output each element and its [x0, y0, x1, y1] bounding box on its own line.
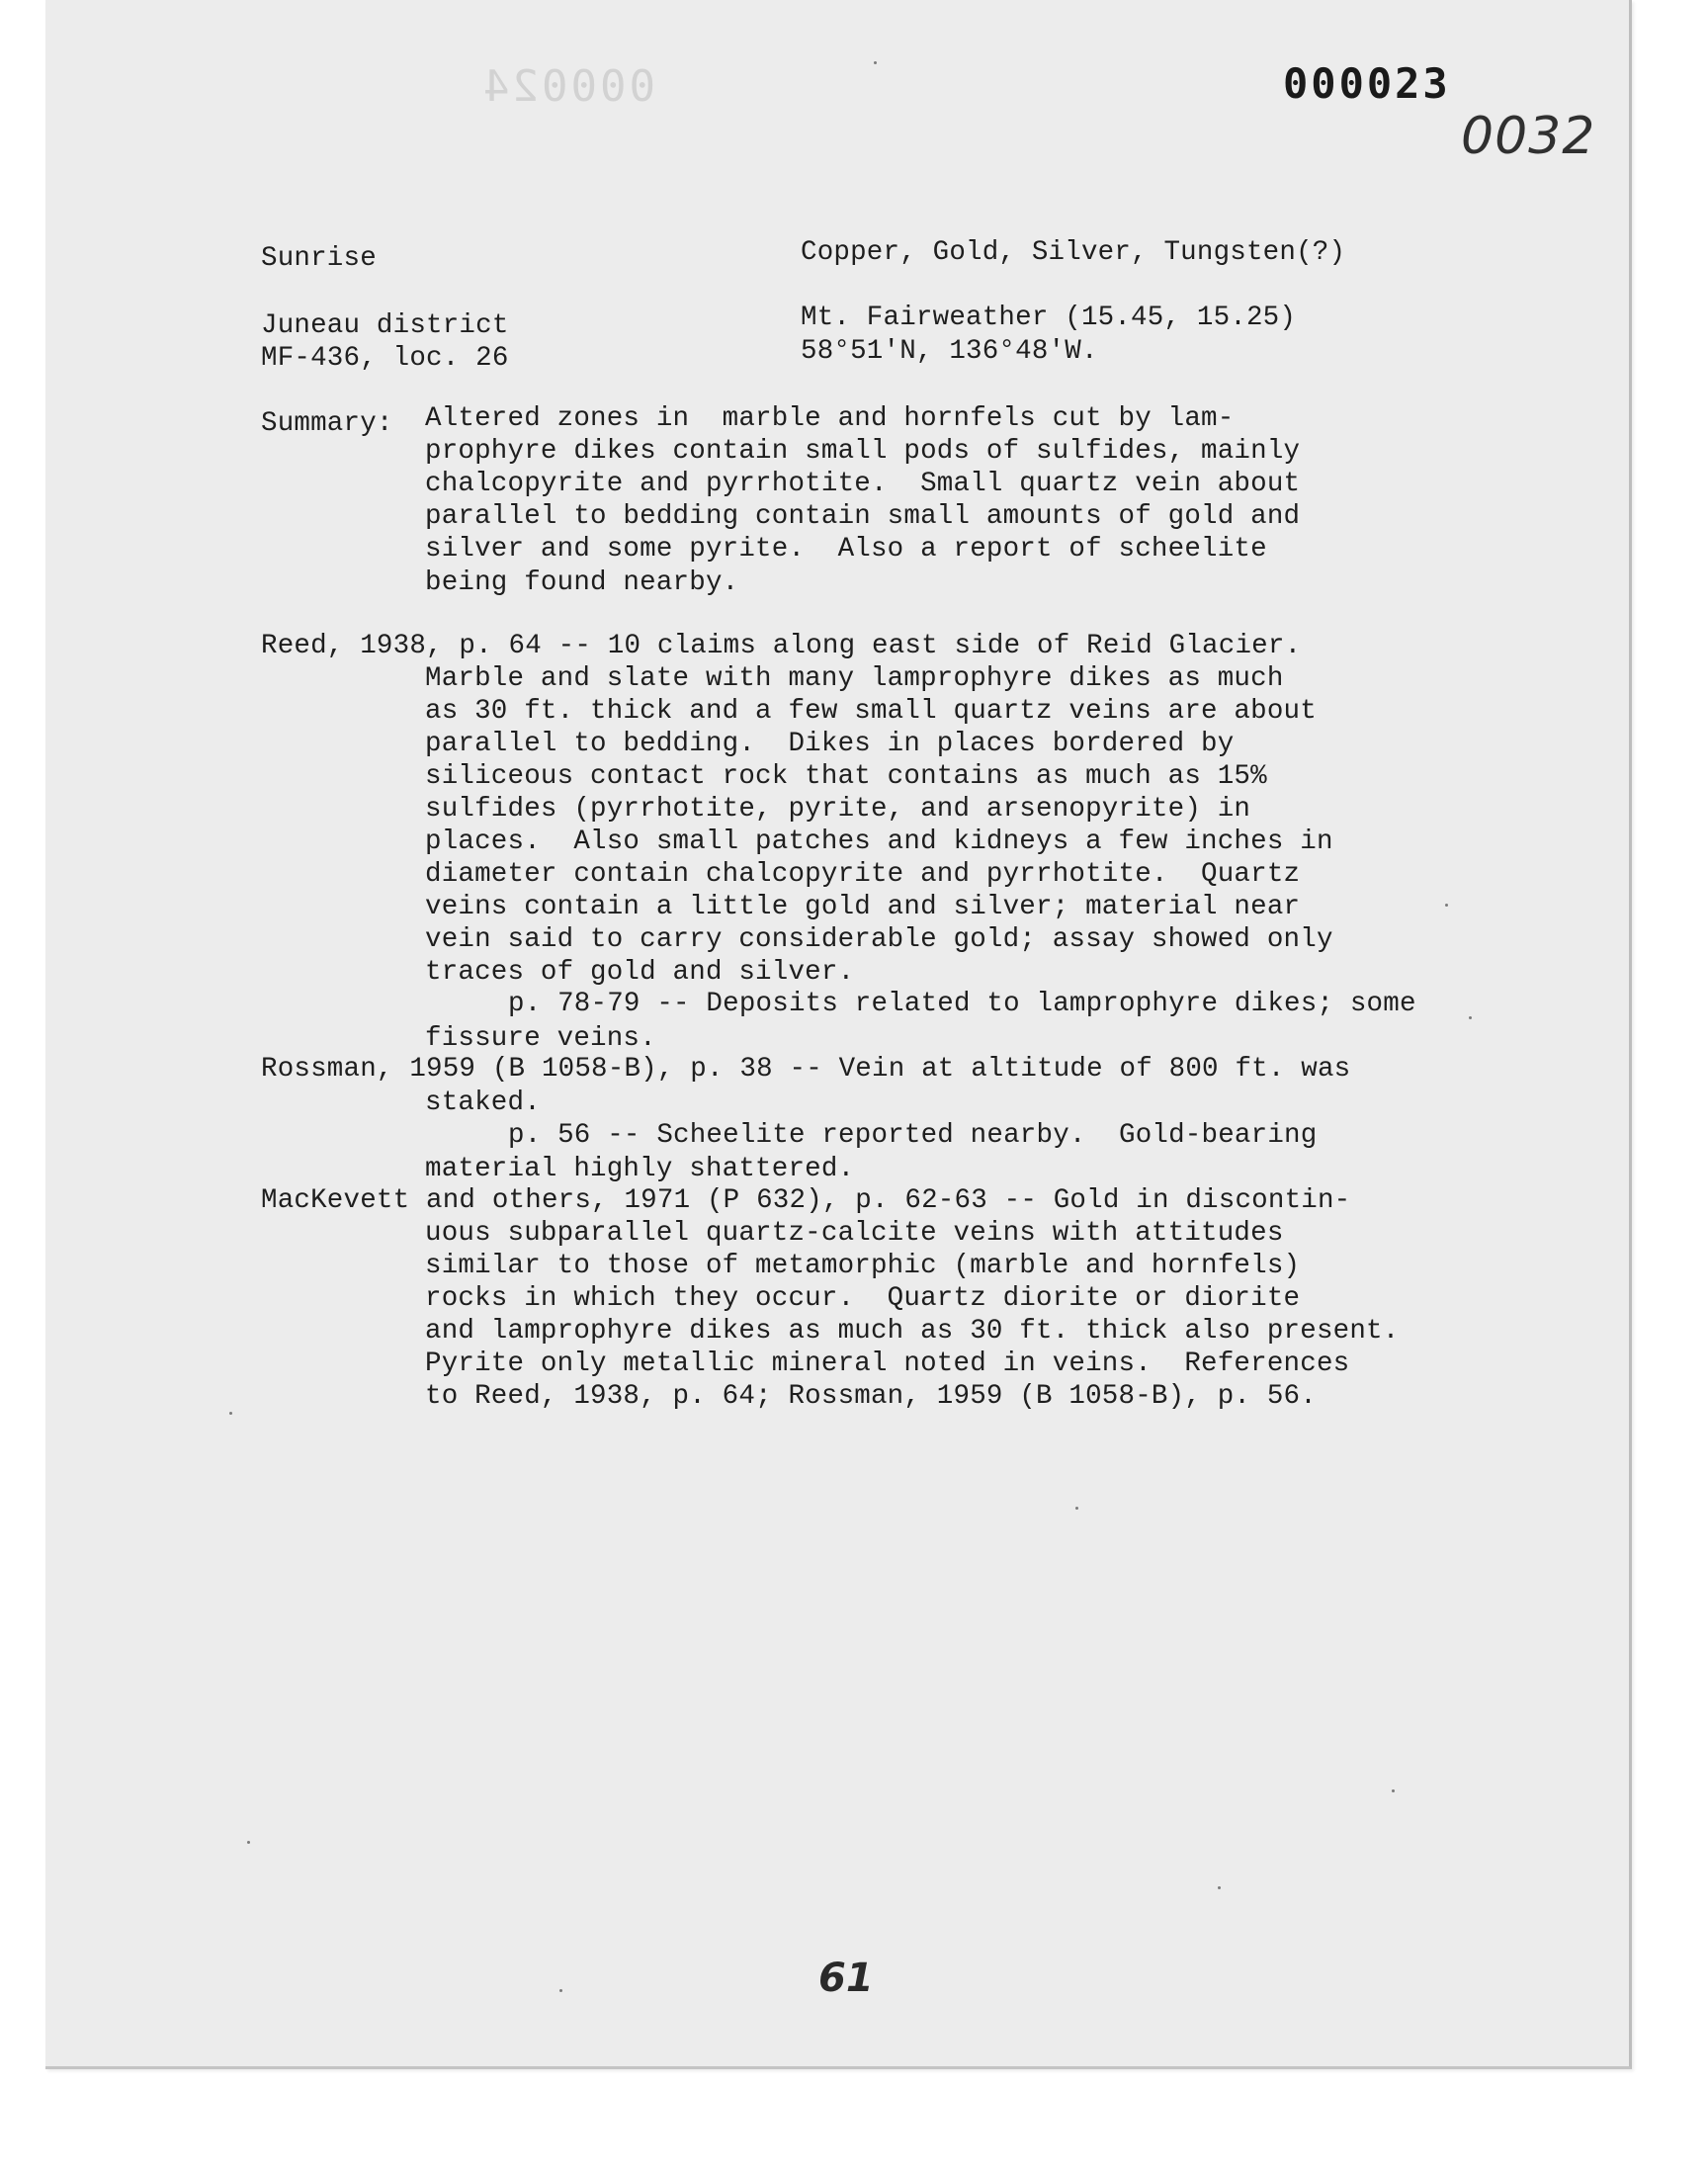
reference-line: Marble and slate with many lamprophyre dikes as much — [425, 663, 1284, 694]
reference-line: diameter contain chalcopyrite and pyrrhotite. Quartz — [425, 859, 1301, 890]
reference-line: to Reed, 1938, p. 64; Rossman, 1959 (B 1058-B), p. 56. — [425, 1381, 1317, 1412]
reference-line: Pyrite only metallic mineral noted in veins. References — [425, 1348, 1350, 1379]
coordinates: 58°51'N, 136°48'W. — [801, 336, 1098, 367]
summary-line: chalcopyrite and pyrrhotite. Small quartz vein about — [425, 469, 1301, 499]
scan-speck — [1392, 1789, 1395, 1792]
reference-sub-lead: p. 78-79 -- Deposits related to lamprophyre dikes; some — [508, 989, 1416, 1019]
handwritten-page-number: 61 — [818, 1956, 874, 2001]
summary-line: parallel to bedding contain small amounts of gold and — [425, 501, 1301, 532]
stamp-number: 000023 — [1283, 59, 1451, 108]
reference-line: traces of gold and silver. — [425, 957, 855, 988]
reference-line: uous subparallel quartz-calcite veins with attitudes — [425, 1218, 1284, 1249]
district: Juneau district — [261, 310, 509, 341]
scan-speck — [247, 1841, 250, 1844]
reference-line: vein said to carry considerable gold; assay showed only — [425, 924, 1333, 955]
reference-line: similar to those of metamorphic (marble and hornfels) — [425, 1251, 1301, 1281]
document-page — [45, 0, 1632, 2069]
reference-lead: Reed, 1938, p. 64 -- 10 claims along east side of Reid Glacier. — [261, 631, 1302, 661]
reference-line: and lamprophyre dikes as much as 30 ft. thick also present. — [425, 1316, 1400, 1347]
reference-line: fissure veins. — [425, 1023, 656, 1054]
reference-line: siliceous contact rock that contains as much as 15% — [425, 761, 1267, 792]
scan-speck — [1218, 1886, 1221, 1889]
reference-line: staked. — [425, 1088, 541, 1118]
reference-line: as 30 ft. thick and a few small quartz veins are about — [425, 696, 1317, 727]
scan-speck — [229, 1412, 232, 1415]
reference-line: veins contain a little gold and silver; material near — [425, 892, 1301, 922]
scan-speck — [1075, 1507, 1078, 1510]
scan-speck — [1445, 904, 1448, 907]
reference-lead: Rossman, 1959 (B 1058-B), p. 38 -- Vein at altitude of 800 ft. was — [261, 1054, 1351, 1085]
scan-speck — [559, 1989, 562, 1992]
handwritten-number: 0032 — [1461, 107, 1596, 166]
reference-lead: MacKevett and others, 1971 (P 632), p. 62-63 -- Gold in discontin- — [261, 1185, 1351, 1216]
reference-line: material highly shattered. — [425, 1154, 855, 1184]
reference-line: rocks in which they occur. Quartz diorite or diorite — [425, 1283, 1301, 1314]
commodities: Copper, Gold, Silver, Tungsten(?) — [801, 237, 1346, 268]
deposit-name: Sunrise — [261, 243, 377, 274]
summary-line: being found nearby. — [425, 567, 739, 598]
reference-line: sulfides (pyrrhotite, pyrite, and arsenopyrite) in — [425, 794, 1251, 825]
quadrangle: Mt. Fairweather (15.45, 15.25) — [801, 303, 1297, 333]
reference-line: parallel to bedding. Dikes in places bordered by — [425, 729, 1235, 759]
reference-sub-lead: p. 56 -- Scheelite reported nearby. Gold-bearing — [508, 1120, 1318, 1151]
scan-speck — [1469, 1016, 1472, 1019]
bleed-through-number: 000024 — [480, 61, 655, 112]
reference-line: places. Also small patches and kidneys a few inches in — [425, 826, 1333, 857]
scan-speck — [874, 61, 877, 64]
map-reference: MF-436, loc. 26 — [261, 343, 509, 374]
summary-line: prophyre dikes contain small pods of sulfides, mainly — [425, 436, 1301, 467]
summary-line: silver and some pyrite. Also a report of scheelite — [425, 534, 1267, 565]
summary-line: Altered zones in marble and hornfels cut by lam- — [425, 403, 1235, 434]
summary-label: Summary: — [261, 408, 393, 439]
